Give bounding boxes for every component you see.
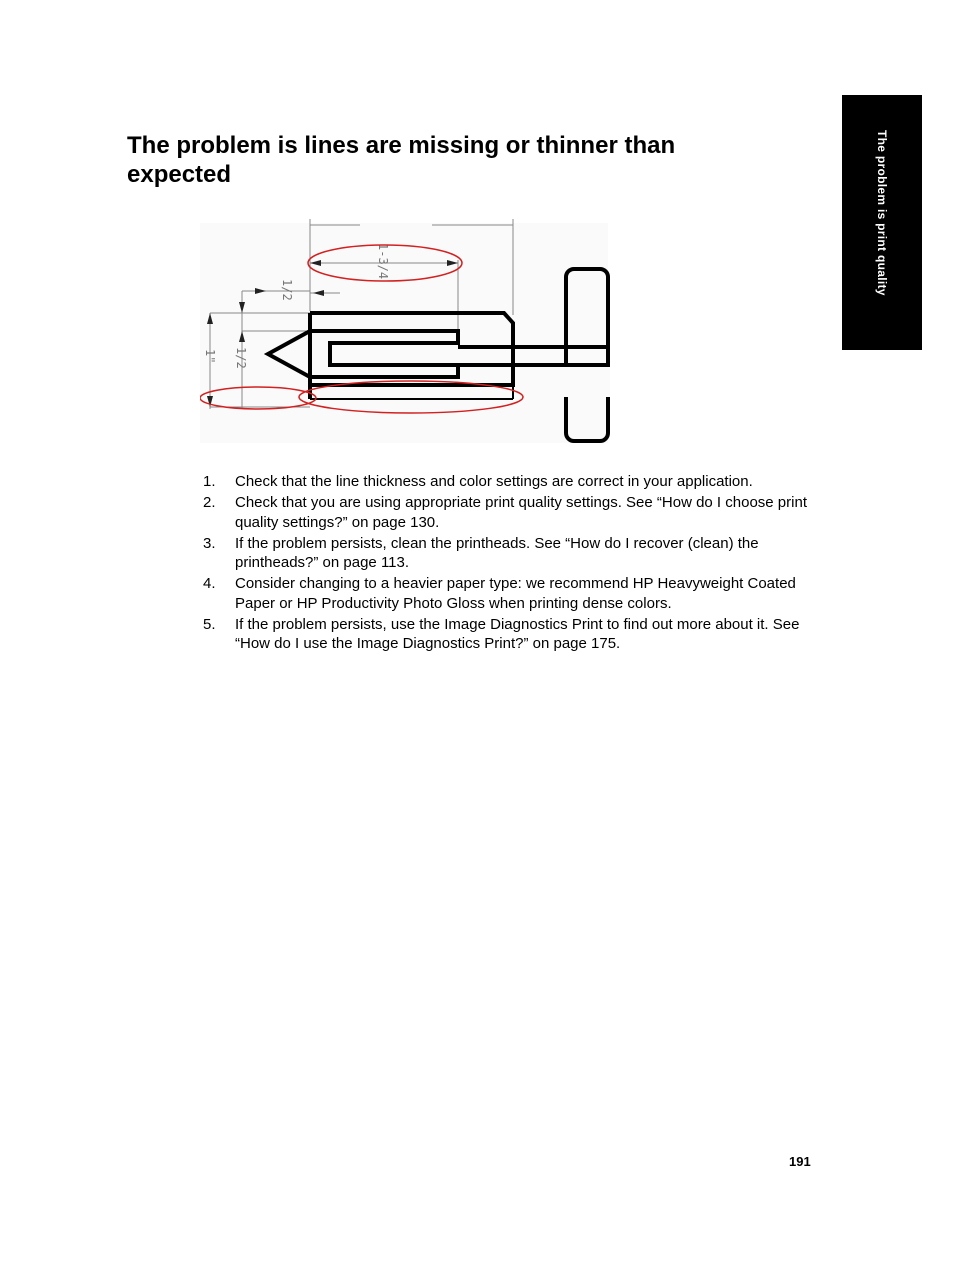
steps-list: [203, 472, 823, 655]
list-item: [203, 534, 823, 573]
list-item: [203, 615, 823, 654]
line-drawing-figure: [200, 215, 612, 447]
step-number: 3.: [203, 534, 216, 552]
dim-label-left: 1": [203, 349, 217, 364]
step-text: Check that the line thickness and color settings are correct in your application.: [235, 473, 753, 490]
step-text: If the problem persists, use the Image Diagnostics Print to find out more about it. See “How do I use the Image Diagnostics Print?” on page 175.: [235, 615, 800, 652]
step-number: 4.: [203, 575, 216, 592]
step-text: If the problem persists, clean the printheads. See “How do I recover (clean) the printheads?” on page 113.: [235, 534, 759, 571]
dim-label-top: 1-3/4: [376, 243, 390, 280]
gap-left: [564, 367, 572, 397]
figure-svg: [200, 215, 612, 447]
step-number: 2.: [203, 494, 216, 511]
list-item: [203, 472, 823, 492]
page-title: The problem is lines are missing or thinner than expected: [127, 132, 676, 188]
step-number: 5.: [203, 615, 216, 633]
list-item: [203, 574, 823, 613]
dim-label-lower: 1/2: [234, 347, 248, 369]
gap-right: [602, 367, 610, 397]
step-number: 1.: [203, 473, 216, 490]
dim-label-upper: 1/2: [280, 279, 294, 301]
page-number: 191: [789, 1154, 811, 1169]
step-text: Consider changing to a heavier paper type: we recommend HP Heavyweight Coated Paper or HP Productivity Photo Gloss when printing dense colors.: [235, 575, 796, 612]
step-text: Check that you are using appropriate print quality settings. See “How do I choose print quality settings?” on page 130.: [235, 494, 807, 531]
side-tab: [842, 95, 922, 350]
list-item: [203, 493, 823, 532]
side-tab-label: The problem is print quality: [875, 130, 889, 296]
